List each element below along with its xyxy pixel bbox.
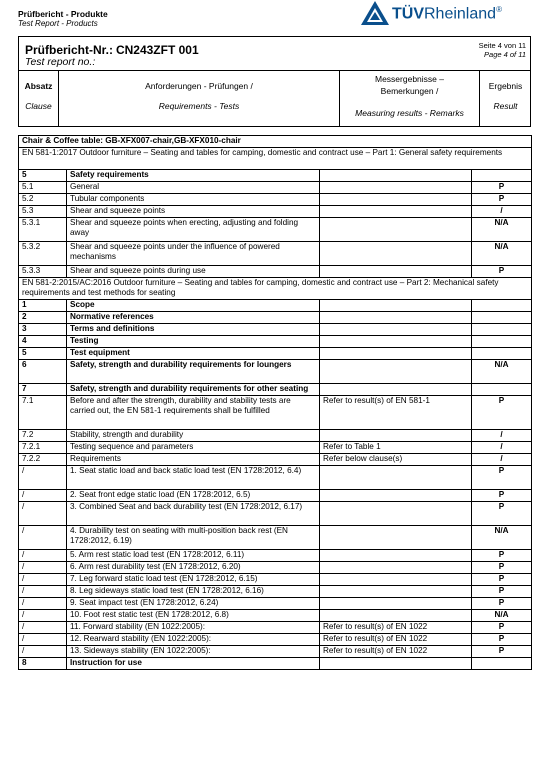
requirement-cell: Test equipment — [67, 348, 320, 360]
col-rem-de-2: Bemerkungen / — [380, 86, 439, 96]
remark-cell — [320, 336, 472, 348]
col-result-header — [480, 71, 531, 126]
report-label-en: Test report no.: — [25, 56, 96, 68]
clause-cell: / — [19, 550, 67, 562]
col-rem-en: Measuring results - Remarks — [355, 108, 464, 118]
table-row — [19, 384, 532, 396]
requirement-cell: 4. Durability test on seating with multi-position back rest (EN 1728:2012, 6.19) — [67, 526, 320, 550]
remark-cell: Refer to result(s) of EN 581-1 — [320, 396, 472, 430]
clause-cell: 5.3.3 — [19, 266, 67, 278]
col-rem-de-1: Messergebnisse – — [375, 74, 444, 84]
logo-registered: ® — [496, 5, 502, 14]
remark-cell — [320, 430, 472, 442]
clause-cell: 7.2.2 — [19, 454, 67, 466]
clause-cell: / — [19, 562, 67, 574]
requirement-cell: General — [67, 182, 320, 194]
table-row — [19, 646, 532, 658]
remark-cell — [320, 182, 472, 194]
result-cell: N/A — [472, 360, 532, 384]
requirement-cell: Normative references — [67, 312, 320, 324]
col-remarks-header — [340, 71, 480, 126]
remark-cell — [320, 574, 472, 586]
clause-cell: / — [19, 490, 67, 502]
result-cell — [472, 300, 532, 312]
clause-cell: 1 — [19, 300, 67, 312]
requirement-cell: 13. Sideways stability (EN 1022:2005): — [67, 646, 320, 658]
requirement-cell: Shear and squeeze points under the influence of powered mechanisms — [67, 242, 320, 266]
tuv-logo-icon — [360, 0, 390, 26]
requirement-cell: Testing sequence and parameters — [67, 442, 320, 454]
remark-cell — [320, 360, 472, 384]
result-cell: P — [472, 182, 532, 194]
result-cell: / — [472, 206, 532, 218]
result-cell: N/A — [472, 610, 532, 622]
requirement-cell: 7. Leg forward static load test (EN 1728:2012, 6.15) — [67, 574, 320, 586]
remark-cell — [320, 610, 472, 622]
requirement-cell: Terms and definitions — [67, 324, 320, 336]
remark-cell: Refer to result(s) of EN 1022 — [320, 634, 472, 646]
result-cell: P — [472, 550, 532, 562]
table-row — [19, 194, 532, 206]
result-cell: P — [472, 646, 532, 658]
remark-cell — [320, 502, 472, 526]
col-req-en: Requirements - Tests — [158, 101, 240, 111]
table-row — [19, 622, 532, 634]
clause-cell: / — [19, 526, 67, 550]
remark-cell: Refer to Table 1 — [320, 442, 472, 454]
clause-cell: / — [19, 574, 67, 586]
result-cell: P — [472, 574, 532, 586]
result-cell: P — [472, 598, 532, 610]
requirement-cell: Requirements — [67, 454, 320, 466]
result-cell: P — [472, 466, 532, 490]
result-cell: P — [472, 562, 532, 574]
clause-cell: / — [19, 586, 67, 598]
table-row — [19, 348, 532, 360]
clause-cell: 5.2 — [19, 194, 67, 206]
result-cell: P — [472, 622, 532, 634]
col-clause-header — [19, 71, 59, 126]
section-heading: EN 581-1:2017 Outdoor furniture – Seating and tables for camping, domestic and contract use – Part 1: General safety requirements — [19, 148, 532, 170]
table-row — [19, 502, 532, 526]
requirement-cell: 2. Seat front edge static load (EN 1728:2012, 6.5) — [67, 490, 320, 502]
table-row — [19, 550, 532, 562]
remark-cell: Refer below clause(s) — [320, 454, 472, 466]
col-clause-de: Absatz — [24, 81, 53, 91]
table-row — [19, 658, 532, 670]
result-cell: N/A — [472, 242, 532, 266]
remark-cell: Refer to result(s) of EN 1022 — [320, 646, 472, 658]
clause-cell: / — [19, 502, 67, 526]
table-row — [19, 312, 532, 324]
requirement-cell: Testing — [67, 336, 320, 348]
table-row — [19, 430, 532, 442]
section-heading: Chair & Coffee table: GB-XFX007-chair,GB-XFX010-chair — [19, 136, 532, 148]
clause-cell: 8 — [19, 658, 67, 670]
remark-cell — [320, 194, 472, 206]
header-title-de: Prüfbericht - Produkte — [18, 9, 108, 19]
remark-cell — [320, 658, 472, 670]
clause-cell: 5.3.1 — [19, 218, 67, 242]
result-cell: P — [472, 396, 532, 430]
remark-cell — [320, 598, 472, 610]
requirement-cell: Shear and squeeze points when erecting, adjusting and folding away — [67, 218, 320, 242]
clause-cell: / — [19, 622, 67, 634]
requirements-table — [18, 135, 532, 670]
header-title-en: Test Report - Products — [18, 19, 98, 28]
logo-text: Rheinland — [424, 5, 497, 23]
report-number: CN243ZFT 001 — [115, 43, 199, 57]
page-indicator — [479, 41, 526, 59]
clause-cell: / — [19, 610, 67, 622]
report-number-box — [18, 36, 531, 71]
clause-cell: / — [19, 646, 67, 658]
requirement-cell: Tubular components — [67, 194, 320, 206]
section-heading-row — [19, 148, 532, 170]
table-row — [19, 206, 532, 218]
requirement-cell: 3. Combined Seat and back durability test (EN 1728:2012, 6.17) — [67, 502, 320, 526]
table-row — [19, 218, 532, 242]
remark-cell — [320, 266, 472, 278]
requirement-cell: 6. Arm rest durability test (EN 1728:2012, 6.20) — [67, 562, 320, 574]
clause-cell: / — [19, 466, 67, 490]
clause-cell: 7.2.1 — [19, 442, 67, 454]
section-heading-row — [19, 278, 532, 300]
table-row — [19, 490, 532, 502]
requirement-cell: 10. Foot rest static test (EN 1728:2012, 6.8) — [67, 610, 320, 622]
clause-cell: 3 — [19, 324, 67, 336]
remark-cell — [320, 170, 472, 182]
col-result-en: Result — [493, 101, 518, 111]
requirement-cell: Stability, strength and durability — [67, 430, 320, 442]
remark-cell — [320, 300, 472, 312]
remark-cell — [320, 348, 472, 360]
result-cell: / — [472, 442, 532, 454]
remark-cell — [320, 526, 472, 550]
clause-cell: 4 — [19, 336, 67, 348]
brand-logo — [392, 5, 502, 23]
result-cell: N/A — [472, 526, 532, 550]
remark-cell — [320, 490, 472, 502]
remark-cell — [320, 586, 472, 598]
table-row — [19, 598, 532, 610]
requirement-cell: Safety, strength and durability requirements for loungers — [67, 360, 320, 384]
remark-cell — [320, 324, 472, 336]
clause-cell: 5.3 — [19, 206, 67, 218]
clause-cell: 6 — [19, 360, 67, 384]
clause-cell: 7.1 — [19, 396, 67, 430]
remark-cell — [320, 206, 472, 218]
requirement-cell: Before and after the strength, durability and stability tests are carried out, the EN 581-1 requirements shall be fulfilled — [67, 396, 320, 430]
clause-cell: / — [19, 598, 67, 610]
table-row — [19, 396, 532, 430]
clause-cell: 7 — [19, 384, 67, 396]
table-row — [19, 454, 532, 466]
table-row — [19, 182, 532, 194]
result-cell — [472, 324, 532, 336]
result-cell — [472, 384, 532, 396]
result-cell — [472, 348, 532, 360]
clause-cell: 5 — [19, 170, 67, 182]
clause-cell: 5 — [19, 348, 67, 360]
table-row — [19, 562, 532, 574]
page-de: Seite 4 von 11 — [478, 41, 526, 50]
result-cell — [472, 170, 532, 182]
requirement-cell: Instruction for use — [67, 658, 320, 670]
result-cell — [472, 336, 532, 348]
result-cell: P — [472, 502, 532, 526]
requirement-cell: 9. Seat impact test (EN 1728:2012, 6.24) — [67, 598, 320, 610]
clause-cell: 7.2 — [19, 430, 67, 442]
remark-cell — [320, 466, 472, 490]
col-result-de: Ergebnis — [488, 81, 523, 91]
table-row — [19, 586, 532, 598]
result-cell: / — [472, 430, 532, 442]
requirement-cell: 8. Leg sideways static load test (EN 1728:2012, 6.16) — [67, 586, 320, 598]
col-requirements-header — [59, 71, 340, 126]
remark-cell — [320, 550, 472, 562]
table-row — [19, 324, 532, 336]
clause-cell: / — [19, 634, 67, 646]
table-row — [19, 360, 532, 384]
clause-cell: 5.3.2 — [19, 242, 67, 266]
requirement-cell: 1. Seat static load and back static load test (EN 1728:2012, 6.4) — [67, 466, 320, 490]
result-cell: P — [472, 586, 532, 598]
table-row — [19, 300, 532, 312]
table-row — [19, 574, 532, 586]
result-cell: P — [472, 634, 532, 646]
table-row — [19, 336, 532, 348]
result-cell: P — [472, 266, 532, 278]
requirement-cell: Shear and squeeze points during use — [67, 266, 320, 278]
table-row — [19, 442, 532, 454]
result-cell: N/A — [472, 218, 532, 242]
table-row — [19, 242, 532, 266]
remark-cell — [320, 312, 472, 324]
requirement-cell: Scope — [67, 300, 320, 312]
result-cell: P — [472, 490, 532, 502]
remark-cell — [320, 384, 472, 396]
report-label-de: Prüfbericht-Nr.: — [25, 43, 114, 57]
clause-cell: 2 — [19, 312, 67, 324]
result-cell — [472, 658, 532, 670]
clause-cell: 5.1 — [19, 182, 67, 194]
requirement-cell: 5. Arm rest static load test (EN 1728:2012, 6.11) — [67, 550, 320, 562]
requirement-cell: Shear and squeeze points — [67, 206, 320, 218]
document-header — [18, 9, 108, 29]
col-req-de: Anforderungen - Prüfungen / — [145, 81, 253, 91]
requirement-cell: 11. Forward stability (EN 1022:2005): — [67, 622, 320, 634]
table-row — [19, 466, 532, 490]
table-row — [19, 170, 532, 182]
table-row — [19, 610, 532, 622]
section-heading: EN 581-2:2015/AC:2016 Outdoor furniture – Seating and tables for camping, domestic and contract use – Part 2: Mechanical safety requirements and test methods for seating — [19, 278, 532, 300]
section-heading-row — [19, 136, 532, 148]
table-row — [19, 634, 532, 646]
column-header-box — [18, 70, 531, 127]
page-en: Page 4 of 11 — [484, 50, 526, 59]
requirement-cell: Safety, strength and durability requirements for other seating — [67, 384, 320, 396]
table-row — [19, 526, 532, 550]
requirement-cell: Safety requirements — [67, 170, 320, 182]
table-row — [19, 266, 532, 278]
remark-cell — [320, 562, 472, 574]
remark-cell — [320, 218, 472, 242]
remark-cell: Refer to result(s) of EN 1022 — [320, 622, 472, 634]
remark-cell — [320, 242, 472, 266]
logo-text-bold: TÜV — [392, 5, 424, 23]
result-cell — [472, 312, 532, 324]
result-cell: / — [472, 454, 532, 466]
requirement-cell: 12. Rearward stability (EN 1022:2005): — [67, 634, 320, 646]
result-cell: P — [472, 194, 532, 206]
report-number-line — [25, 43, 199, 57]
col-clause-en: Clause — [25, 101, 52, 111]
